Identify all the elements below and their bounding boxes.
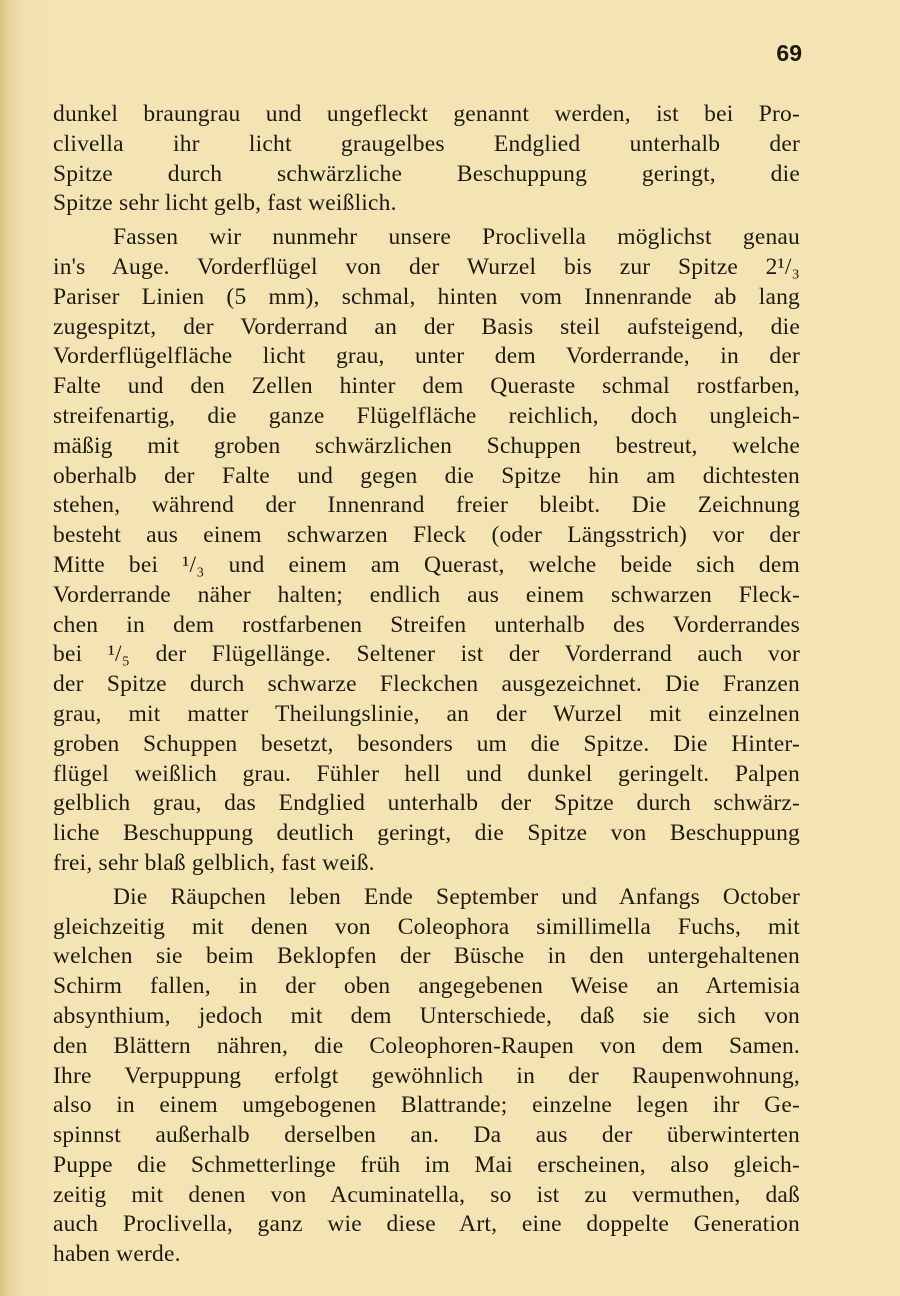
text-line: Vorderrande näher halten; endlich aus einem schwarzen Fleck- [53, 581, 800, 608]
text-line: groben Schuppen besetzt, besonders um die Spitze. Die Hinter- [53, 730, 800, 757]
text-line: gleichzeitig mit denen von Coleophora simillimella Fuchs, mit [53, 913, 800, 940]
text-line: Spitze sehr licht gelb, fast weißlich. [53, 190, 397, 217]
paragraph [53, 883, 800, 1270]
paragraph [53, 100, 800, 219]
text-line: gelblich grau, das Endglied unterhalb der Spitze durch schwärz- [53, 790, 800, 817]
text-line: also in einem umgebogenen Blattrande; einzelne legen ihr Ge- [53, 1092, 800, 1119]
text-line: Puppe die Schmetterlinge früh im Mai erscheinen, also gleich- [53, 1151, 800, 1178]
text-line: Die Räupchen leben Ende September und Anfangs October [113, 883, 800, 910]
text-line: den Blättern nähren, die Coleophoren-Raupen von dem Samen. [53, 1032, 800, 1059]
text-line: Falte und den Zellen hinter dem Queraste schmal rostfarben, [53, 373, 800, 400]
text-line: oberhalb der Falte und gegen die Spitze hin am dichtesten [53, 462, 800, 489]
text-line: liche Beschuppung deutlich geringt, die Spitze von Beschuppung [53, 820, 800, 847]
text-line: dunkel braungrau und ungefleckt genannt werden, ist bei Pro- [53, 101, 800, 127]
text-line: streifenartig, die ganze Flügelfläche reichlich, doch ungleich- [53, 402, 800, 429]
text-line: welchen sie beim Beklopfen der Büsche in den untergehaltenen [53, 943, 800, 970]
text-line: absynthium, jedoch mit dem Unterschiede, daß sie sich von [53, 1002, 800, 1029]
text-line: grau, mit matter Theilungslinie, an der Wurzel mit einzelnen [53, 700, 800, 727]
text-line: Mitte bei ¹/₃ und einem am Querast, welche beide sich dem [53, 551, 800, 578]
text-line: auch Proclivella, ganz wie diese Art, eine doppelte Generation [53, 1211, 800, 1238]
body-text [53, 100, 800, 1270]
text-line: chen in dem rostfarbenen Streifen unterhalb des Vorderrandes [53, 611, 800, 638]
text-line: spinnst außerhalb derselben an. Da aus der überwinterten [53, 1122, 800, 1149]
text-line: Pariser Linien (5 mm), schmal, hinten vom Innenrande ab lang [53, 283, 800, 310]
text-line: Fassen wir nunmehr unsere Proclivella möglichst genau [113, 224, 800, 251]
text-line: flügel weißlich grau. Fühler hell und dunkel geringelt. Palpen [53, 760, 800, 787]
text-line: frei, sehr blaß gelblich, fast weiß. [53, 849, 375, 876]
text-line: zeitig mit denen von Acuminatella, so ist zu vermuthen, daß [53, 1181, 800, 1208]
text-line: Ihre Verpuppung erfolgt gewöhnlich in der Raupenwohnung, [53, 1062, 800, 1089]
text-line: haben werde. [53, 1241, 181, 1268]
text-line: bei ¹/₅ der Flügellänge. Seltener ist der Vorderrand auch vor [53, 641, 800, 668]
page-number: 69 [776, 40, 802, 66]
text-line: Vorderflügelfläche licht grau, unter dem Vorderrande, in der [53, 343, 800, 370]
text-line: in's Auge. Vorderflügel von der Wurzel bis zur Spitze 2¹/₃ [53, 253, 800, 280]
text-line: Schirm fallen, in der oben angegebenen Weise an Artemisia [53, 973, 800, 1000]
text-line: Spitze durch schwärzliche Beschuppung geringt, die [53, 160, 800, 187]
text-line: besteht aus einem schwarzen Fleck (oder Längsstrich) vor der [53, 522, 800, 549]
text-line: stehen, während der Innenrand freier bleibt. Die Zeichnung [53, 492, 800, 519]
paragraph [53, 223, 800, 879]
text-line: clivella ihr licht graugelbes Endglied unterhalb der [53, 130, 800, 157]
text-line: mäßig mit groben schwärzlichen Schuppen bestreut, welche [53, 432, 800, 459]
text-line: zugespitzt, der Vorderrand an der Basis steil aufsteigend, die [53, 313, 800, 340]
text-line: der Spitze durch schwarze Fleckchen ausgezeichnet. Die Franzen [53, 671, 800, 698]
